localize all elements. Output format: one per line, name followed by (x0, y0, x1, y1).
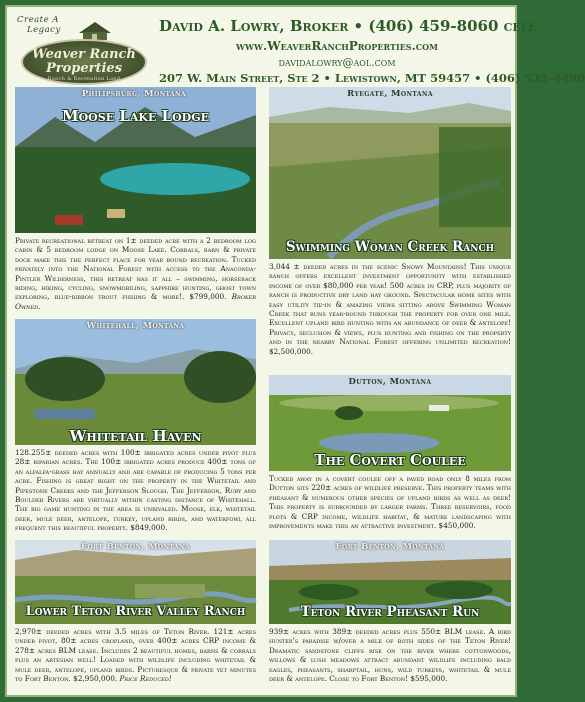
logo-tagline (17, 15, 61, 35)
logo-tagline-2: Legacy (27, 25, 61, 35)
listing-description (15, 627, 256, 693)
listing-note: Broker Owned. (15, 292, 256, 311)
listing-note: Price Reduced! (117, 674, 172, 684)
listing-description (269, 474, 511, 538)
listing-description-text: 3,044 ± deeded acres in the scenic Snowy Mountains! This unique ranch offers excellent investment opportunity with established income of over $80,000 per year! 500 acres in CRP, plus majority of ranch is productive dry land hay ground. Spectacular home sites with easy utility tie-in & amazing views sitting above Swimming Woman Creek that runs year-round through the property for over one mile. Excellent upland bird hunting with an abundance of deer & antelope! Privacy, seclusion & views, plus hunting and fishing on the property and in the nearby National Forest offering unlimited recreation! $2,500,000. (269, 262, 511, 356)
broker-line: David A. Lowry, Broker • (406) 459-8060 cell (159, 17, 537, 35)
ranch-house-icon (75, 19, 115, 41)
listing-description (269, 262, 511, 376)
listing-title: The Covert Coulee (314, 451, 466, 469)
website-link[interactable]: www.WeaverRanchProperties.com (236, 39, 438, 53)
listing-location: Whitehall, Montana (86, 321, 185, 331)
listing-location: Fort Benton, Montana (81, 542, 190, 552)
logo-name-2: Properties (45, 61, 123, 76)
listing-photo-whitetail-haven (15, 319, 256, 445)
listing-description-text: Private recreational retreat on 1± deeded acre with a 2 bedroom log cabin & 5 bedroom lodge on Moose Lake. Corrals, barn & private dock make this the perfect place for year round recreation. Tucked privately into the National Forest with access to the Anaconda-Pintler Wilderness, this retreat has it all – swimming, horseback riding, hiking, cycling, snowmobiling, sapphire hunting, ghost town exploring, blue-ribbon trout fishing & more!. $799,000. (15, 236, 256, 302)
listing-photo-teton-pheasant (269, 540, 511, 624)
listing-photo-moose-lake (15, 87, 256, 233)
listing-title: Swimming Woman Creek Ranch (285, 239, 495, 255)
flyer-page (5, 5, 585, 697)
listing-photo-covert-coulee (269, 375, 511, 471)
logo-subtitle: Ranch & Recreation Land (47, 76, 121, 82)
listing-description (15, 236, 256, 320)
listing-location: Dutton, Montana (348, 377, 432, 387)
listing-location: Philipsburg, Montana (81, 89, 186, 99)
listing-description (269, 627, 511, 693)
listing-location: Fort Benton, Montana (335, 542, 445, 552)
listing-location: Ryegate, Montana (347, 89, 433, 99)
email-link[interactable]: davidalowry@aol.com (278, 56, 396, 69)
listing-title: Moose Lake Lodge (61, 107, 209, 125)
listing-title: Teton River Pheasant Run (300, 604, 480, 620)
listing-photo-lower-teton (15, 540, 256, 624)
listing-description (15, 448, 256, 540)
address-line: 207 W. Main Street, Ste 2 • Lewistown, MT 59457 • (406) 535-4490 (159, 71, 585, 85)
listing-description-text: Tucked away in a covert coulee off a paved road only 8 miles from Dutton sits 220± acres of wildlife preserve. This property teams with pheasant & numerous other species of upland birds as well as deer! This property is surrounded by larger farms. Three reservoirs, food plots & CRP income, wildlife habitat, & mature landscaping with improvements make this an attractive investment. $450,000. (269, 474, 511, 531)
listing-photo-swimming-woman (269, 87, 511, 259)
listing-title: Lower Teton River Valley Ranch (25, 604, 246, 619)
company-logo (13, 13, 159, 89)
listing-description-text: 128.255± deeded acres with 100± irrigated acres under pivot plus 28± riparian acres. The 100± irrigated acres produce 400± tons of an alfalfa-grass hay annually and are capable of producing 5 tons per acre. Fishing is great right on the property in the Whitetail and Pipestone Creeks and the Jefferson Slough. The Jefferson, Ruby and Boulder Rivers are virtually within casting distance of Whitehall. The big game hunting in the area is unrivaled. Moose, elk, whitetail deer, mule deer, antelope, turkey, upland birds, and waterfowl all frequent this beautiful property. $849,000. (15, 448, 256, 533)
listing-description-text: 939± acres with 389± deeded acres plus 550± BLM lease. A bird hunter's paradise w/over a mile of both sides of the Teton River! Dramatic sandstone cliffs rise on the river where cottonwoods, willows & lush meadows attract abundant wildlife including bald eagles, pheasants, sharptail, huns, wild turkeys, whitetail & mule deer & antelope. Close to Fort Benton! $595,000. (269, 627, 511, 684)
logo-name-1: Weaver Ranch (32, 47, 136, 62)
logo-oval (21, 39, 147, 85)
logo-tagline-1: Create A (17, 15, 59, 25)
listing-description-text: 2,970± deeded acres with 3.5 miles of Teton River. 121± acres under pivot, 80± acres cropland, over 400± acres CRP income & 278± acres BLM lease. Includes 2 beautiful homes, barns & corrals plus an artesian well! Loaded with wildlife including whitetail & mule deer, antelope, upland birds. Picturesque & private yet minutes to Fort Benton. $2,950,000. (15, 627, 256, 684)
listing-title: Whitetail Haven (69, 427, 202, 445)
logo-name (23, 48, 145, 76)
